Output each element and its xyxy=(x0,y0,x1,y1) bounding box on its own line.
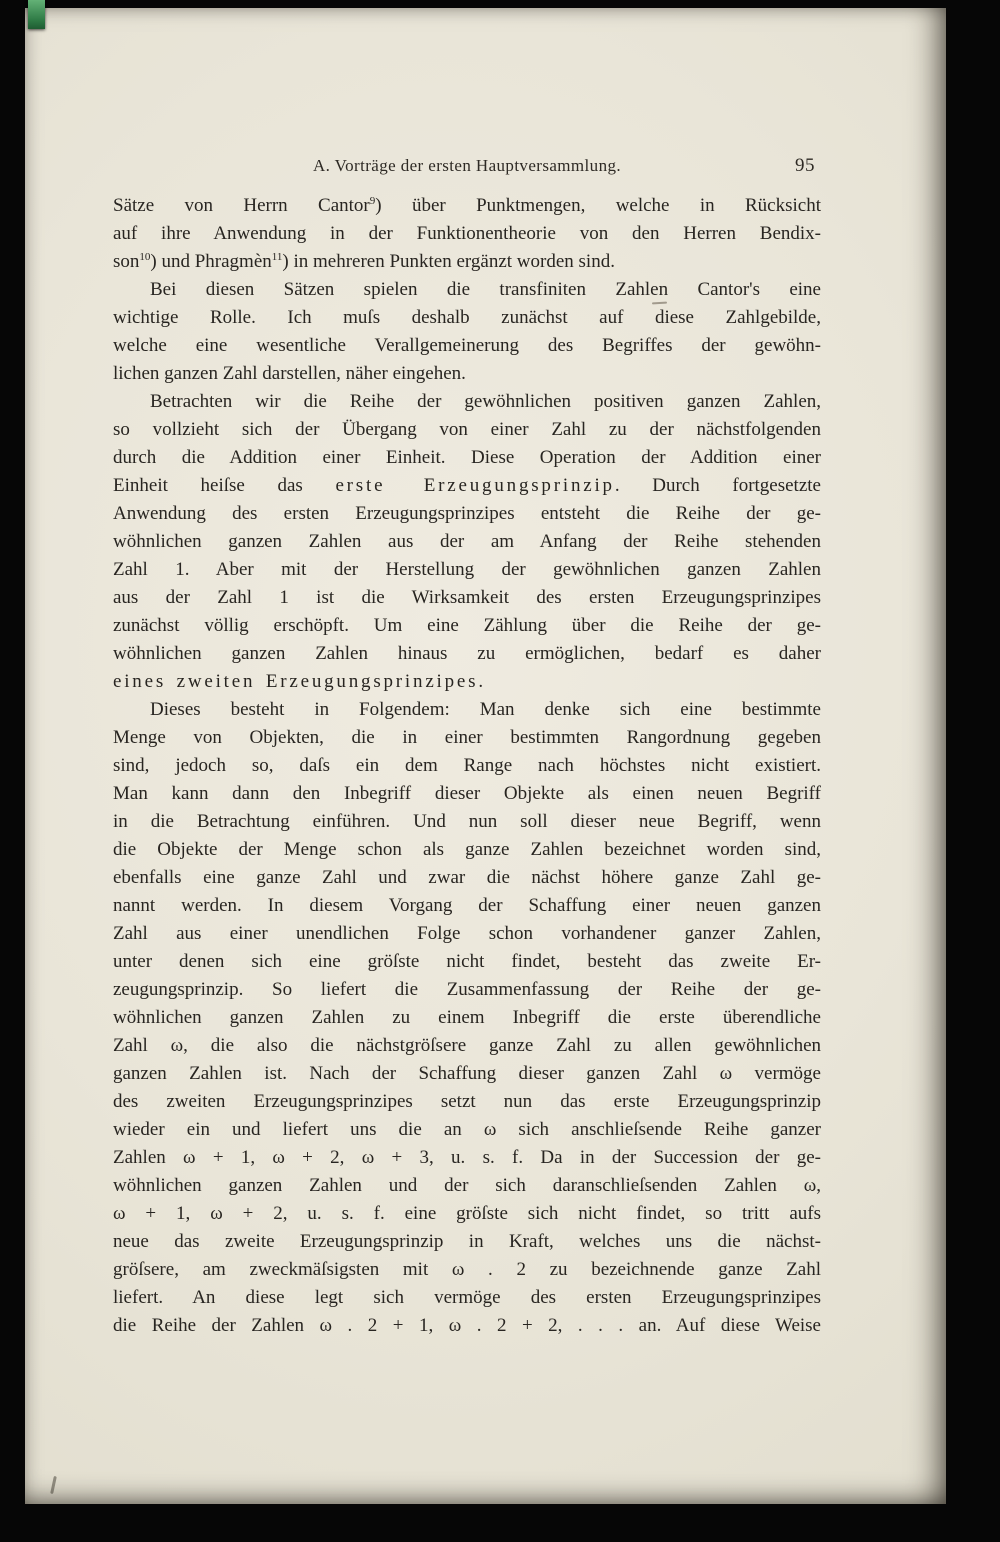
text-line xyxy=(113,696,821,724)
text-line xyxy=(113,1144,821,1172)
text-line xyxy=(113,1256,821,1284)
text-line xyxy=(113,192,821,220)
text-run: zunächst völlig erschöpft. Um eine Zählung über die Reihe der ge- xyxy=(113,615,821,636)
text-line xyxy=(113,948,821,976)
footnote-ref: 9 xyxy=(369,195,376,207)
text-run: liefert. An diese legt sich vermöge des ersten Erzeugungsprinzipes xyxy=(113,1287,821,1308)
text-line xyxy=(113,472,821,500)
text-run: ebenfalls eine ganze Zahl und zwar die nächst höhere ganze Zahl ge- xyxy=(113,867,821,888)
text-line xyxy=(113,892,821,920)
book-page xyxy=(25,8,946,1504)
text-line xyxy=(113,444,821,472)
text-run: Zahl 1. Aber mit der Herstellung der gewöhnlichen ganzen Zahlen xyxy=(113,559,821,580)
text-line xyxy=(113,1228,821,1256)
text-run: zeugungsprinzip. So liefert die Zusammenfassung der Reihe der ge- xyxy=(113,979,821,1000)
text-run: gröſsere, am zweckmäſsigsten mit ω . 2 zu bezeichnende ganze Zahl xyxy=(113,1259,821,1280)
text-run: auf ihre Anwendung in der Funktionentheorie von den Herren Bendix- xyxy=(113,223,821,244)
text-run: Zahl ω, die also die nächstgröſsere ganze Zahl zu allen gewöhnlichen xyxy=(113,1035,821,1056)
text-run: Bei diesen Sätzen spielen die transfiniten Zahlen Cantor's eine xyxy=(150,279,821,300)
text-run: des zweiten Erzeugungsprinzipes setzt nun das erste Erzeugungsprinzip xyxy=(113,1091,821,1112)
footnote-ref: 11 xyxy=(271,251,283,263)
text-run: Dieses besteht in Folgendem: Man denke sich eine bestimmte xyxy=(150,699,821,720)
text-line xyxy=(113,1312,821,1340)
text-line xyxy=(113,808,821,836)
text-line xyxy=(113,276,821,304)
text-line xyxy=(113,920,821,948)
text-run: Zahl aus einer unendlichen Folge schon vorhandener ganzer Zahlen, xyxy=(113,923,821,944)
text-line xyxy=(113,416,821,444)
text-run: wieder ein und liefert uns die an ω sich anschlieſsende Reihe ganzer xyxy=(113,1119,821,1140)
text-run: Einheit heiſse das xyxy=(113,475,336,496)
text-line xyxy=(113,248,821,276)
emphasized-spaced-text: erste Erzeugungsprinzip xyxy=(335,475,615,496)
text-run: ganzen Zahlen ist. Nach der Schaffung dieser ganzen Zahl ω vermöge xyxy=(113,1063,821,1084)
text-run: Man kann dann den Inbegriff dieser Objekte als einen neuen Begriff xyxy=(113,783,821,804)
text-run: welche eine wesentliche Verallgemeinerung des Begriffes der gewöhn- xyxy=(113,335,821,356)
text-run: wöhnlichen ganzen Zahlen und der sich daranschlieſsenden Zahlen ω, xyxy=(113,1175,821,1196)
text-line xyxy=(113,724,821,752)
text-line xyxy=(113,1172,821,1200)
text-run: Zahlen ω + 1, ω + 2, ω + 3, u. s. f. Da in der Succession der ge- xyxy=(113,1147,821,1168)
text-run: . Durch fortgesetzte xyxy=(614,475,821,496)
text-line xyxy=(113,976,821,1004)
text-run: die Objekte der Menge schon als ganze Zahlen bezeichnet worden sind, xyxy=(113,839,821,860)
text-line xyxy=(113,332,821,360)
text-line xyxy=(113,556,821,584)
text-line xyxy=(113,752,821,780)
running-header-title: A. Vorträge der ersten Hauptversammlung. xyxy=(312,156,622,175)
text-run: unter denen sich eine gröſste nicht findet, besteht das zweite Er- xyxy=(113,951,821,972)
text-run: durch die Addition einer Einheit. Diese Operation der Addition einer xyxy=(113,447,821,468)
page-number: 95 xyxy=(795,155,815,176)
text-run: neue das zweite Erzeugungsprinzip in Kraft, welches uns die nächst- xyxy=(113,1231,821,1252)
text-run: die Reihe der Zahlen ω . 2 + 1, ω . 2 + 2, . . . an. Auf diese Weise xyxy=(113,1315,821,1336)
footnote-ref: 10 xyxy=(139,251,151,263)
text-run: wöhnlichen ganzen Zahlen aus der am Anfang der Reihe stehenden xyxy=(113,531,821,552)
text-run: Betrachten wir die Reihe der gewöhnlichen positiven ganzen Zahlen, xyxy=(150,391,821,412)
text-run: wöhnlichen ganzen Zahlen hinaus zu ermöglichen, bedarf es daher xyxy=(113,643,821,664)
text-run: Anwendung des ersten Erzeugungsprinzipes entsteht die Reihe der ge- xyxy=(113,503,821,524)
text-line xyxy=(113,1060,821,1088)
text-line xyxy=(113,1284,821,1312)
text-run: lichen ganzen Zahl darstellen, näher eingehen. xyxy=(113,363,466,384)
text-run: . xyxy=(478,671,484,692)
text-line xyxy=(113,304,821,332)
text-run: ω + 1, ω + 2, u. s. f. eine gröſste sich nicht findet, so tritt aufs xyxy=(113,1203,821,1224)
emphasized-spaced-text: eines zweiten Erzeugungsprinzipes xyxy=(113,671,479,692)
text-line xyxy=(113,612,821,640)
text-run: so vollzieht sich der Übergang von einer Zahl zu der nächstfolgenden xyxy=(113,419,821,440)
text-run: in die Betrachtung einführen. Und nun soll dieser neue Begriff, wenn xyxy=(113,811,821,832)
green-bookmark-icon xyxy=(28,0,45,29)
page-header xyxy=(113,156,821,180)
text-line xyxy=(113,1004,821,1032)
text-line xyxy=(113,1032,821,1060)
text-line xyxy=(113,360,821,388)
text-line xyxy=(113,220,821,248)
text-run: nannt werden. In diesem Vorgang der Schaffung einer neuen ganzen xyxy=(113,895,821,916)
text-line xyxy=(113,780,821,808)
text-line xyxy=(113,1116,821,1144)
text-run: ) in mehreren Punkten ergänzt worden sind. xyxy=(282,251,615,272)
text-run: son xyxy=(113,251,140,272)
text-run: wöhnlichen ganzen Zahlen zu einem Inbegriff die erste überendliche xyxy=(113,1007,821,1028)
text-line xyxy=(113,528,821,556)
text-line xyxy=(113,668,821,696)
text-line xyxy=(113,836,821,864)
text-line xyxy=(113,388,821,416)
text-line xyxy=(113,640,821,668)
text-run: Sätze von Herrn Cantor xyxy=(113,195,370,216)
scan-smudge-mark xyxy=(50,1476,57,1494)
text-run: ) über Punktmengen, welche in Rücksicht xyxy=(375,195,821,216)
text-run: Menge von Objekten, die in einer bestimmten Rangordnung gegeben xyxy=(113,727,821,748)
text-run: sind, jedoch so, daſs ein dem Range nach höchstes nicht existiert. xyxy=(113,755,821,776)
text-run: aus der Zahl 1 ist die Wirksamkeit des ersten Erzeugungsprinzipes xyxy=(113,587,821,608)
text-line xyxy=(113,864,821,892)
text-line xyxy=(113,584,821,612)
text-run: ) und Phragmèn xyxy=(150,251,272,272)
text-column xyxy=(113,192,821,1340)
text-line xyxy=(113,1200,821,1228)
text-run: wichtige Rolle. Ich muſs deshalb zunächst auf diese Zahlgebilde, xyxy=(113,307,821,328)
text-line xyxy=(113,1088,821,1116)
text-line xyxy=(113,500,821,528)
